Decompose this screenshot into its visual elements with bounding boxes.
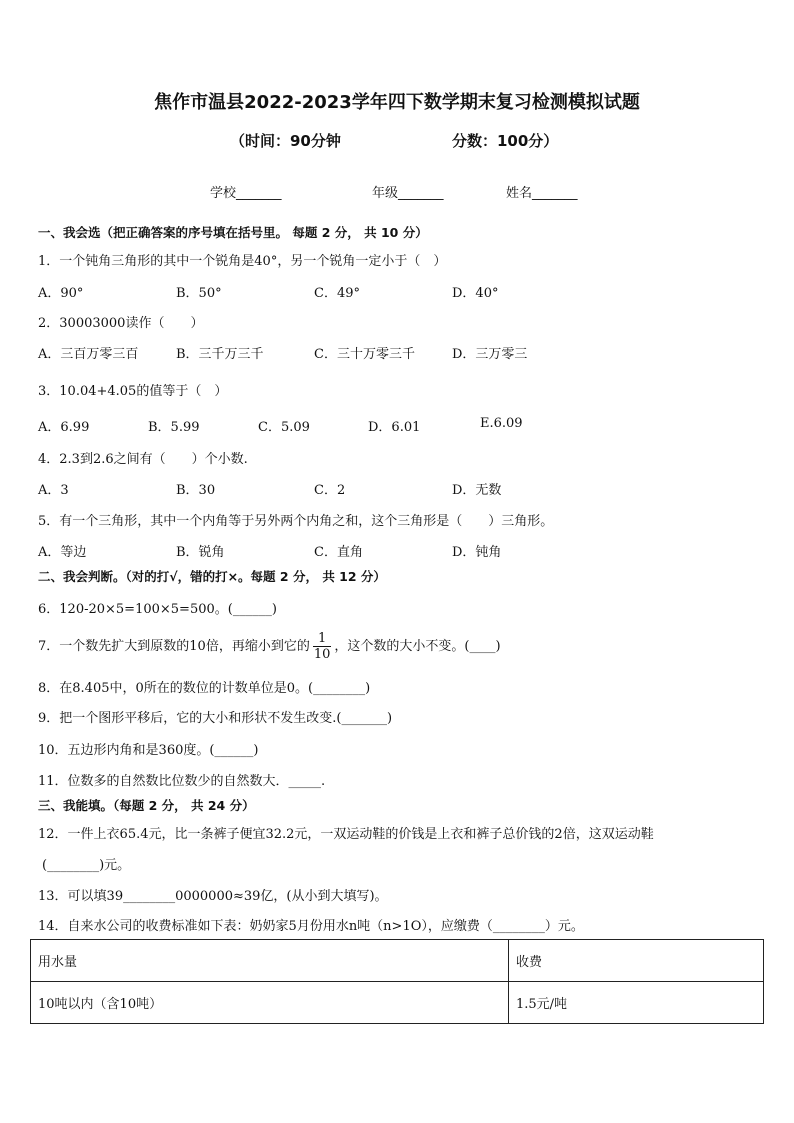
q5-option-c: C．直角	[314, 545, 363, 560]
name-field: 姓名_______	[506, 186, 578, 201]
question-12-continued: (________)元。	[42, 858, 131, 873]
q2-option-b: B．三千万三千	[176, 347, 264, 362]
q4-option-a: A．3	[38, 483, 69, 498]
table-cell: 10吨以内（含10吨）	[31, 982, 509, 1024]
question-10: 10．五边形内角和是360度。(______)	[38, 743, 259, 758]
question-8: 8．在8.405中，0所在的数位的计数单位是0。(________)	[38, 681, 371, 696]
school-field: 学校_______	[210, 186, 282, 201]
q1-option-a: A．90°	[38, 286, 84, 301]
q3-option-e: E.6.09	[480, 416, 523, 431]
exam-score: 分数：100分）	[452, 132, 559, 150]
section3-heading: 三、我能填。（每题 2 分， 共 24 分）	[38, 798, 255, 813]
question-12: 12．一件上衣65.4元，比一条裤子便宜32.2元，一双运动鞋的价钱是上衣和裤子总价钱的2倍，这双运动鞋	[38, 827, 654, 842]
water-fee-table	[30, 939, 764, 1024]
question-5: 5．有一个三角形，其中一个内角等于另外两个内角之和，这个三角形是（ ）三角形。	[38, 514, 554, 529]
exam-title: 焦作市温县2022-2023学年四下数学期末复习检测模拟试题	[154, 92, 640, 113]
grade-field: 年级_______	[372, 186, 444, 201]
question-3: 3．10.04+4.05的值等于（ ）	[38, 384, 228, 399]
table-cell: 1.5元/吨	[509, 982, 764, 1024]
q3-option-d: D．6.01	[368, 420, 421, 435]
q3-option-b: B．5.99	[148, 420, 200, 435]
q2-option-a: A．三百万零三百	[38, 347, 139, 362]
section1-heading: 一、我会选（把正确答案的序号填在括号里。 每题 2 分， 共 10 分）	[38, 225, 428, 240]
q2-option-d: D．三万零三	[452, 347, 528, 362]
q1-option-c: C．49°	[314, 286, 360, 301]
q4-option-d: D．无数	[452, 483, 502, 498]
section2-heading: 二、我会判断。（对的打√，错的打×。每题 2 分， 共 12 分）	[38, 569, 386, 584]
q2-option-c: C．三十万零三千	[314, 347, 415, 362]
exam-time: （时间：90分钟	[230, 132, 341, 150]
table-header-cell: 用水量	[31, 940, 509, 982]
table-row	[31, 982, 764, 1024]
question-4: 4．2.3到2.6之间有（ ）个小数.	[38, 452, 248, 467]
q4-option-c: C．2	[314, 483, 346, 498]
question-13: 13．可以填39________0000000≈39亿，(从小到大填写)。	[38, 889, 388, 904]
q5-option-a: A．等边	[38, 545, 87, 560]
q1-option-d: D．40°	[452, 286, 499, 301]
q4-option-b: B．30	[176, 483, 216, 498]
q7-text-after: ，这个数的大小不变。(____)	[334, 639, 501, 654]
q5-option-d: D．钝角	[452, 545, 502, 560]
q3-option-c: C．5.09	[258, 420, 310, 435]
q1-option-b: B．50°	[176, 286, 222, 301]
question-6: 6．120-20×5=100×5=500。(______)	[38, 602, 277, 617]
question-9: 9．把一个图形平移后，它的大小和形状不发生改变.(_______)	[38, 711, 393, 726]
q7-text-before: 7．一个数先扩大到原数的10倍，再缩小到它的	[38, 639, 310, 654]
question-11: 11．位数多的自然数比位数少的自然数大．_____.	[38, 774, 326, 789]
table-header-row	[31, 940, 764, 982]
question-14: 14．自来水公司的收费标准如下表：奶奶家5月份用水n吨（n>1O），应缴费（________）元。	[38, 919, 584, 934]
question-1: 1．一个钝角三角形的其中一个锐角是40°，另一个锐角一定小于（ ）	[38, 254, 447, 269]
question-2: 2．30003000读作（ ）	[38, 316, 204, 331]
q3-option-a: A．6.99	[38, 420, 90, 435]
q5-option-b: B．锐角	[176, 545, 225, 560]
fraction-one-tenth: $\frac{1}{10}$	[313, 631, 331, 662]
table-header-cell: 收费	[509, 940, 764, 982]
question-7	[38, 628, 501, 666]
